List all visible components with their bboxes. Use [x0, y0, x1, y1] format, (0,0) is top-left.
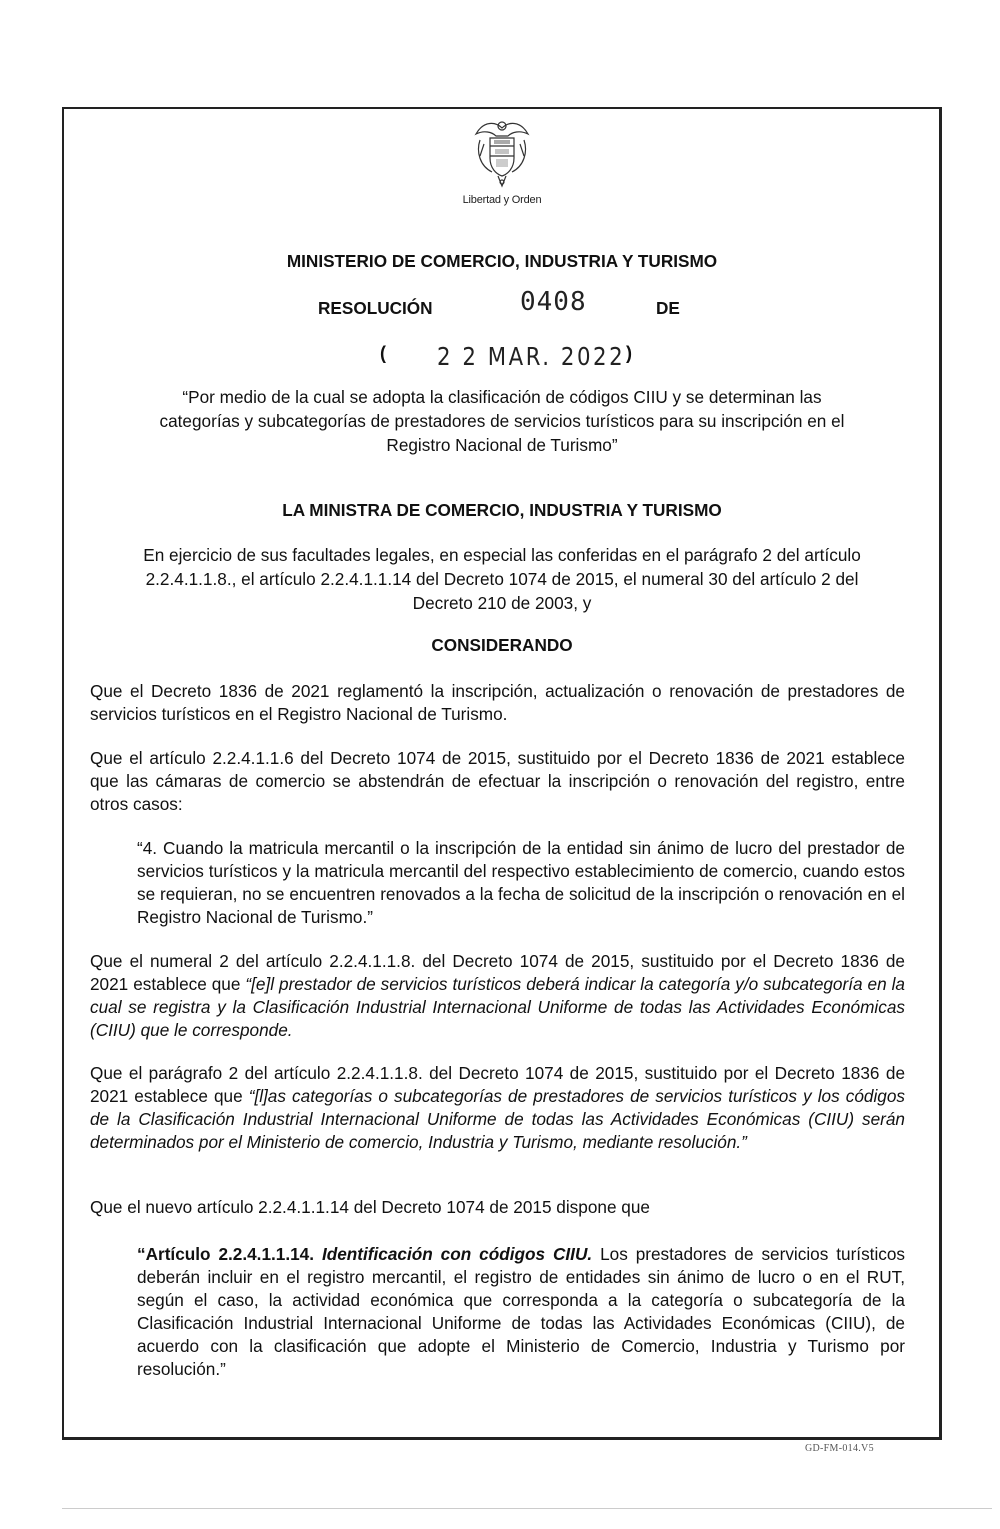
paragraph-2: Que el artículo 2.2.4.1.1.6 del Decreto 1074 de 2015, sustituido por el Decreto 1836 de 2021 establece que las cámaras de comercio se abstendrán de efectuar la inscripción o renovación del registro, entre otros casos: — [90, 748, 905, 814]
quote-2-article-number: “Artículo 2.2.4.1.1.14. — [137, 1244, 315, 1264]
seal-motto: Libertad y Orden — [462, 194, 542, 206]
paragraph-4-citation: “[l]as categorías o subcategorías de prestadores de servicios turísticos y los códigos de la Clasificación Industrial Internacional Uniforme de todas las Actividades Económicas (CIIU) serán determinados por el Ministerio de comercio, Industria y Turismo, mediante resolución.” — [90, 1086, 905, 1152]
scan-edge-line — [62, 1508, 992, 1509]
quote-2 — [137, 1243, 905, 1381]
powers-line-3: Decreto 210 de 2003, y — [412, 593, 592, 613]
quote-2-article-text: Los prestadores de servicios turísticos deberán incluir en el registro mercantil, el registro de entidades sin ánimo de lucro o en el RUT, según el caso, la actividad económica que corresponda a la categoría o subcategoría de la Clasificación Industrial Internacional Uniforme de todas las Actividades Económicas (CIIU), de acuerdo con la clasificación que adopte el Ministerio de Comercio, Industria y Turismo por resolución.” — [137, 1244, 906, 1379]
date-stamp: 2 2 MAR. 2022 — [437, 342, 626, 371]
quote-1: “4. Cuando la matricula mercantil o la inscripción de la entidad sin ánimo de lucro del prestador de servicios turísticos y la matricula mercantil del respectivo establecimiento de comercio, cuando estos se requieran, no se encuentren renovados a la fecha de solicitud de la inscripción o renovación en el Registro Nacional de Turismo.” — [137, 838, 905, 927]
title-line-2: categorías y subcategorías de prestadores de servicios turísticos para su inscripción en el — [159, 411, 845, 431]
paragraph-1: Que el Decreto 1836 de 2021 reglamentó la inscripción, actualización o renovación de prestadores de servicios turísticos en el Registro Nacional de Turismo. — [90, 681, 905, 724]
resolution-number-stamp: 0408 — [520, 287, 587, 317]
coat-of-arms-seal — [462, 112, 542, 192]
considerando-heading: CONSIDERANDO — [431, 635, 573, 655]
form-code: GD-FM-014.V5 — [805, 1443, 874, 1454]
paragraph-3 — [90, 950, 905, 1042]
paragraph-4-text: Que el parágrafo 2 del artículo 2.2.4.1.1.8. del Decreto 1074 de 2015, sustituido por el Decreto 1836 de 2021 establece que — [90, 1063, 905, 1106]
ministry-heading: MINISTERIO DE COMERCIO, INDUSTRIA Y TURISMO — [286, 251, 718, 271]
powers-line-1: En ejercicio de sus facultades legales, en especial las conferidas en el parágrafo 2 del artículo — [143, 545, 861, 565]
date-close-paren: ) — [626, 343, 632, 363]
date-open-paren: ( — [380, 343, 386, 363]
title-line-3: Registro Nacional de Turismo” — [386, 435, 618, 455]
paragraph-3-text: Que el numeral 2 del artículo 2.2.4.1.1.8. del Decreto 1074 de 2015, sustituido por el Decreto 1836 de 2021 establece que — [90, 951, 905, 994]
quote-2-article-title: Identificación con códigos CIIU. — [321, 1244, 593, 1264]
de-label: DE — [656, 298, 680, 318]
paragraph-5: Que el nuevo artículo 2.2.4.1.1.14 del Decreto 1074 de 2015 dispone que — [90, 1197, 650, 1217]
title-line-1: “Por medio de la cual se adopta la clasificación de códigos CIIU y se determinan las — [182, 387, 822, 407]
authority-heading: LA MINISTRA DE COMERCIO, INDUSTRIA Y TURISMO — [282, 500, 722, 520]
resolution-label: RESOLUCIÓN — [318, 298, 433, 318]
powers-line-2: 2.2.4.1.1.8., el artículo 2.2.4.1.1.14 del Decreto 1074 de 2015, el numeral 30 del artículo 2 del — [145, 569, 859, 589]
paragraph-3-citation: “[e]l prestador de servicios turísticos deberá indicar la categoría y/o subcategoría en la cual se registra y la Clasificación Industrial Internacional Uniforme de todas las Actividades Económicas (CIIU) que le corresponde. — [90, 974, 905, 1040]
paragraph-4 — [90, 1062, 905, 1154]
